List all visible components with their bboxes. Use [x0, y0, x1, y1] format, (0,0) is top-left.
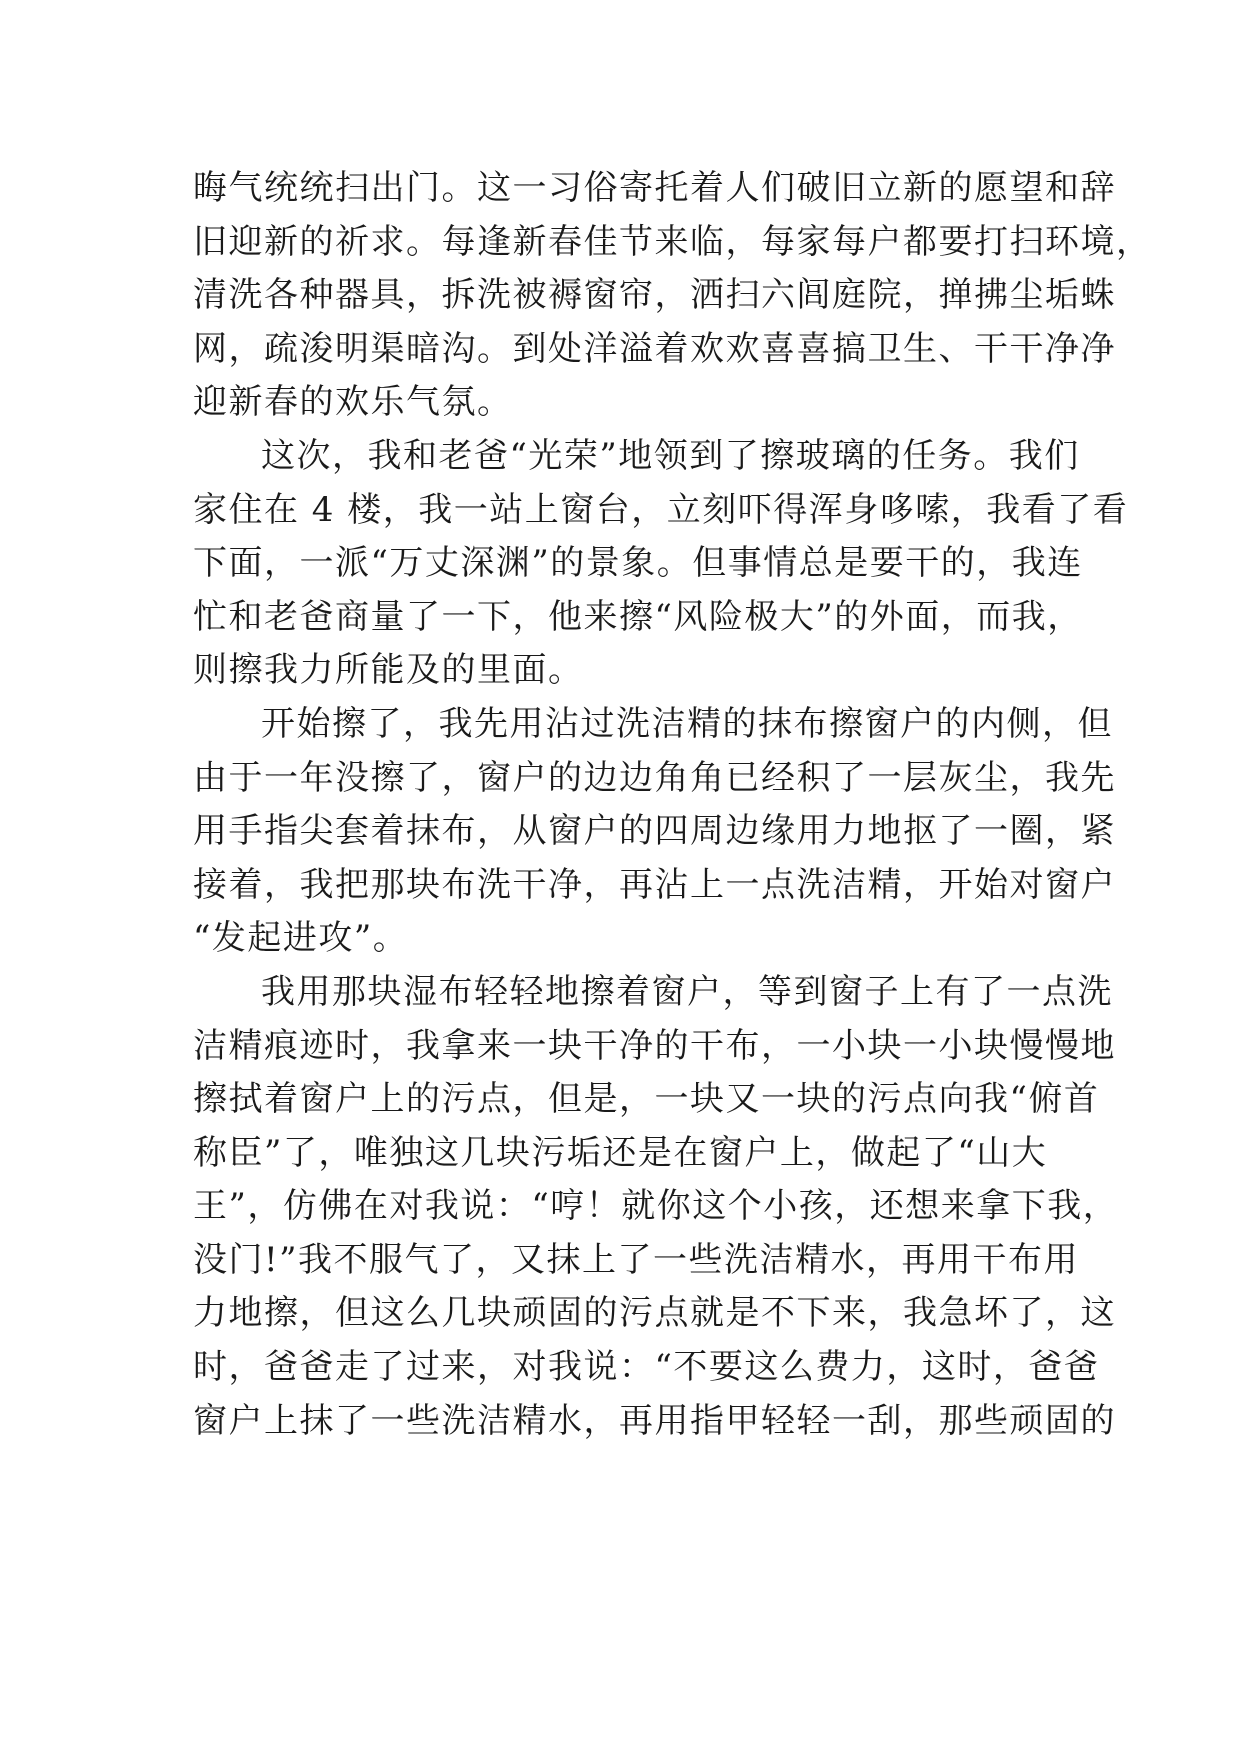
text-line: 力地擦，但这么几块顽固的污点就是不下来，我急坏了，这	[193, 1293, 1116, 1334]
text-line: 时，爸爸走了过来，对我说：“不要这么费力，这时，爸爸	[193, 1347, 1100, 1388]
text-line: 用手指尖套着抹布，从窗户的四周边缘用力地抠了一圈，紧	[193, 811, 1116, 852]
text-line: 迎新春的欢乐气氛。	[193, 382, 513, 423]
text-line: 称臣”了，唯独这几块污垢还是在窗户上，做起了“山大	[193, 1132, 1048, 1173]
text-line: 由于一年没擦了，窗户的边边角角已经积了一层灰尘，我先	[193, 757, 1116, 798]
text-line: 网，疏浚明渠暗沟。到处洋溢着欢欢喜喜搞卫生、干干净净	[193, 328, 1116, 369]
text-line: 王”，仿佛在对我说：“哼！就你这个小孩，还想来拿下我，	[193, 1186, 1119, 1227]
text-line: 家住在 4 楼，我一站上窗台，立刻吓得浑身哆嗦，我看了看	[193, 489, 1129, 530]
text-line: 没门!”我不服气了，又抹上了一些洗洁精水，再用干布用	[193, 1239, 1080, 1280]
text-line: 擦拭着窗户上的污点，但是，一块又一块的污点向我“俯首	[193, 1079, 1100, 1120]
text-line: “发起进攻”。	[193, 918, 409, 959]
text-line: 洁精痕迹时，我拿来一块干净的干布，一小块一小块慢慢地	[193, 1025, 1116, 1066]
text-line: 则擦我力所能及的里面。	[193, 650, 584, 691]
text-line: 窗户上抹了一些洗洁精水，再用指甲轻轻一刮，那些顽固的	[193, 1400, 1116, 1441]
text-line: 旧迎新的祈求。每逢新春佳节来临，每家每户都要打扫环境，	[193, 221, 1152, 262]
paragraph-first-line: 开始擦了，我先用沾过洗洁精的抹布擦窗户的内侧，但	[261, 703, 1113, 744]
text-line: 忙和老爸商量了一下，他来擦“风险极大”的外面，而我，	[193, 596, 1083, 637]
text-line: 晦气统统扫出门。这一习俗寄托着人们破旧立新的愿望和辞	[193, 168, 1116, 208]
text-line: 下面，一派“万丈深渊”的景象。但事情总是要干的，我连	[193, 543, 1083, 584]
paragraph-first-line: 这次，我和老爸“光荣”地领到了擦玻璃的任务。我们	[261, 435, 1080, 476]
body-text	[193, 162, 1152, 1448]
paragraph-first-line: 我用那块湿布轻轻地擦着窗户，等到窗子上有了一点洗	[261, 971, 1113, 1012]
text-line: 清洗各种器具，拆洗被褥窗帘，洒扫六闾庭院，掸拂尘垢蛛	[193, 275, 1116, 316]
text-line: 接着，我把那块布洗干净，再沾上一点洗洁精，开始对窗户	[193, 864, 1116, 905]
